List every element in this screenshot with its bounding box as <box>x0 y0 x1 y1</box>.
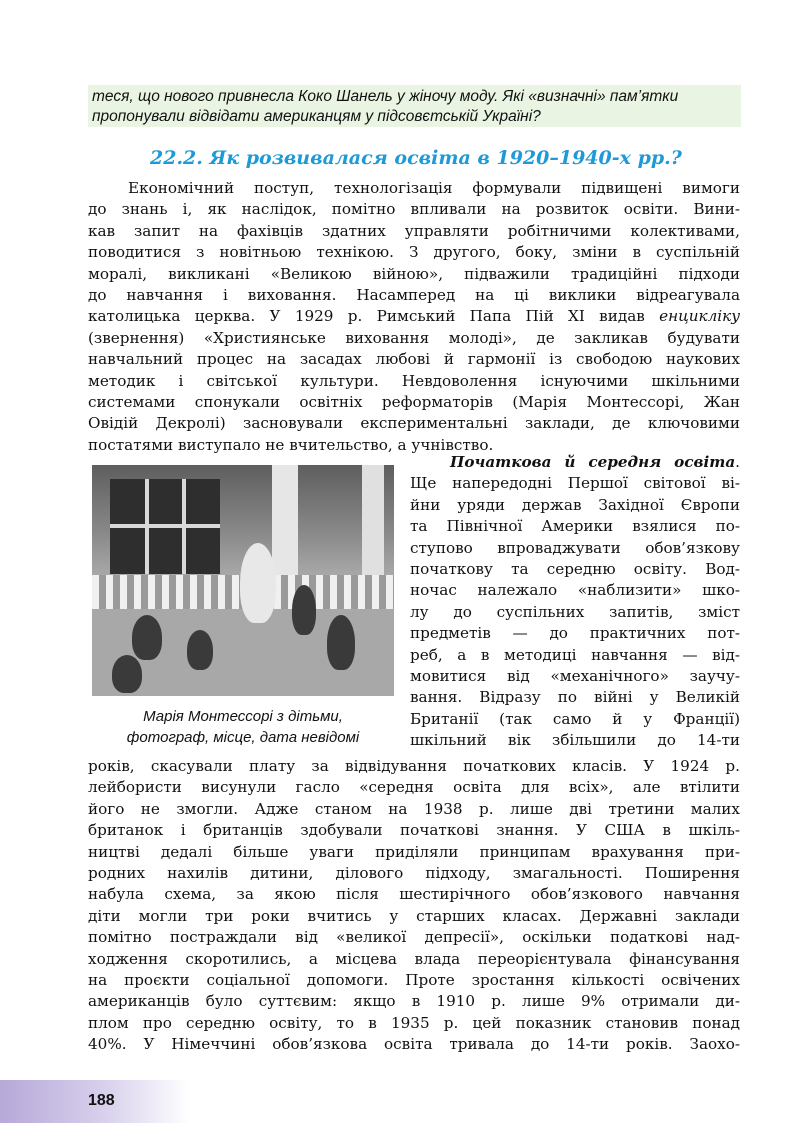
text-line: до навчання і виховання. Насамперед на ці виклики відреагувала <box>88 285 740 304</box>
text-line: предметів — до практичних пот- <box>410 624 740 643</box>
text-line: (звернення) «Християнське виховання молоді», де закликав будувати <box>88 328 740 347</box>
term-encyclical: енцикліку <box>659 307 740 326</box>
text-line: американців було суттєвим: якщо в 1910 р. лише 9% отримали ди- <box>88 992 740 1011</box>
subheading-line: Початкова й середня освіта. <box>450 453 740 471</box>
text-line: мовитися від «механічного» заучу- <box>410 666 740 685</box>
text-line: поводитися з новітньою технікою. З другого, боку, зміни в суспільній <box>88 243 740 262</box>
photo-figure <box>187 630 213 670</box>
photo-caption <box>92 706 394 748</box>
text-line: Ще напередодні Першої світової ві- <box>410 474 740 493</box>
text-line: початкову та середню освіту. Вод- <box>410 559 740 578</box>
text-line-part: католицька церква. У 1929 р. Римський Папа Пій XI видав <box>88 307 645 326</box>
text-line: навчальний процес на засадах любові й гармонії із свободою наукових <box>88 350 740 369</box>
photo-figure <box>132 615 162 660</box>
text-line: ництві дедалі більше уваги приділяли принципам врахування при- <box>88 842 740 861</box>
task-line-1: теся, що нового привнесла Коко Шанель у жіночу моду. Які «визначні» пам’ятки <box>92 88 679 105</box>
text-line: лейбористи висунули гасло «середня освіта для всіх», але втілити <box>88 778 740 797</box>
task-box <box>88 85 741 127</box>
text-line: моралі, викликані «Великою війною», підважили традиційні підходи <box>88 264 740 283</box>
photo-figure <box>292 585 316 635</box>
text-line: реб, а в методиці навчання — від- <box>410 645 740 664</box>
text-line: Британії (так само й у Франції) <box>410 709 740 728</box>
text-line: вання. Відразу по війні у Великій <box>410 688 740 707</box>
text-line: постатями виступало не вчительство, а учнівство. <box>88 435 494 454</box>
text-line: його не змогли. Адже станом на 1938 р. лише дві третини малих <box>88 799 740 818</box>
text-line: кав запит на фахівців здатних управляти робітничими колективами, <box>88 221 740 240</box>
text-line: лу до суспільних запитів, зміст <box>410 602 740 621</box>
subheading: Початкова й середня освіта <box>450 453 736 471</box>
text-line <box>88 306 740 327</box>
paragraph-1 <box>88 178 740 456</box>
text-line: методик і світської культури. Невдоволення існуючими шкільними <box>88 371 740 390</box>
paragraph-2 <box>88 756 740 1055</box>
text-line: діти могли три роки вчитись у старших класах. Державні заклади <box>88 906 740 925</box>
text-line: помітно постраждали від «великої депресії», оскільки податкові над- <box>88 928 740 947</box>
caption-line-2: фотограф, місце, дата невідомі <box>126 729 360 746</box>
text-line: плом про середню освіту, то в 1935 р. цей показник становив понад <box>88 1013 740 1032</box>
text-line: родних нахилів дитини, ділового підходу, змагальності. Поширення <box>88 863 740 882</box>
text-line: Овідій Декролі) засновували експериментальні заклади, де ключовими <box>88 414 740 433</box>
right-column-text <box>410 452 740 751</box>
text-line: 40%. У Німеччині обов’язкова освіта тривала до 14-ти років. Заохо- <box>88 1035 740 1054</box>
montessori-photo <box>92 465 394 696</box>
text-line: ступово впроваджувати обов’язкову <box>410 538 740 557</box>
text-line: та Північної Америки взялися по- <box>410 517 740 536</box>
page-number: 188 <box>88 1092 115 1109</box>
section-heading: 22.2. Як розвивалася освіта в 1920–1940-х рр.? <box>150 147 682 169</box>
photo-window <box>110 479 220 574</box>
text-line: ночас належало «наблизити» шко- <box>410 581 740 600</box>
text-line: до знань і, як наслідок, помітно впливали на розвиток освіти. Вини- <box>88 200 740 219</box>
photo-figure <box>327 615 355 670</box>
text-line: британок і британців здобували початкові знання. У США в шкіль- <box>88 821 740 840</box>
text-line: ходження скоротились, а місцева влада переорієнтувала фінансування <box>88 949 740 968</box>
text-line: шкільний вік збільшили до 14-ти <box>410 731 740 750</box>
text-line: набула схема, за якою після шестирічного обов’язкового навчання <box>88 885 740 904</box>
task-line-2: пропонували відвідати американцям у підсовєтській Україні? <box>92 108 541 125</box>
text-line: йни уряди держав Західної Європи <box>410 495 740 514</box>
photo-figure <box>112 655 142 693</box>
text-line: на проєкти соціальної допомоги. Проте зростання кількості освічених <box>88 970 740 989</box>
caption-line-1: Марія Монтессорі з дітьми, <box>143 708 343 725</box>
text-line: років, скасували плату за відвідування початкових класів. У 1924 р. <box>88 757 740 775</box>
text-line: Економічний поступ, технологізація формували підвищені вимоги <box>128 179 740 197</box>
text-line: системами спонукали освітніх реформаторів (Марія Монтессорі, Жан <box>88 392 740 411</box>
photo-figure <box>240 543 276 623</box>
